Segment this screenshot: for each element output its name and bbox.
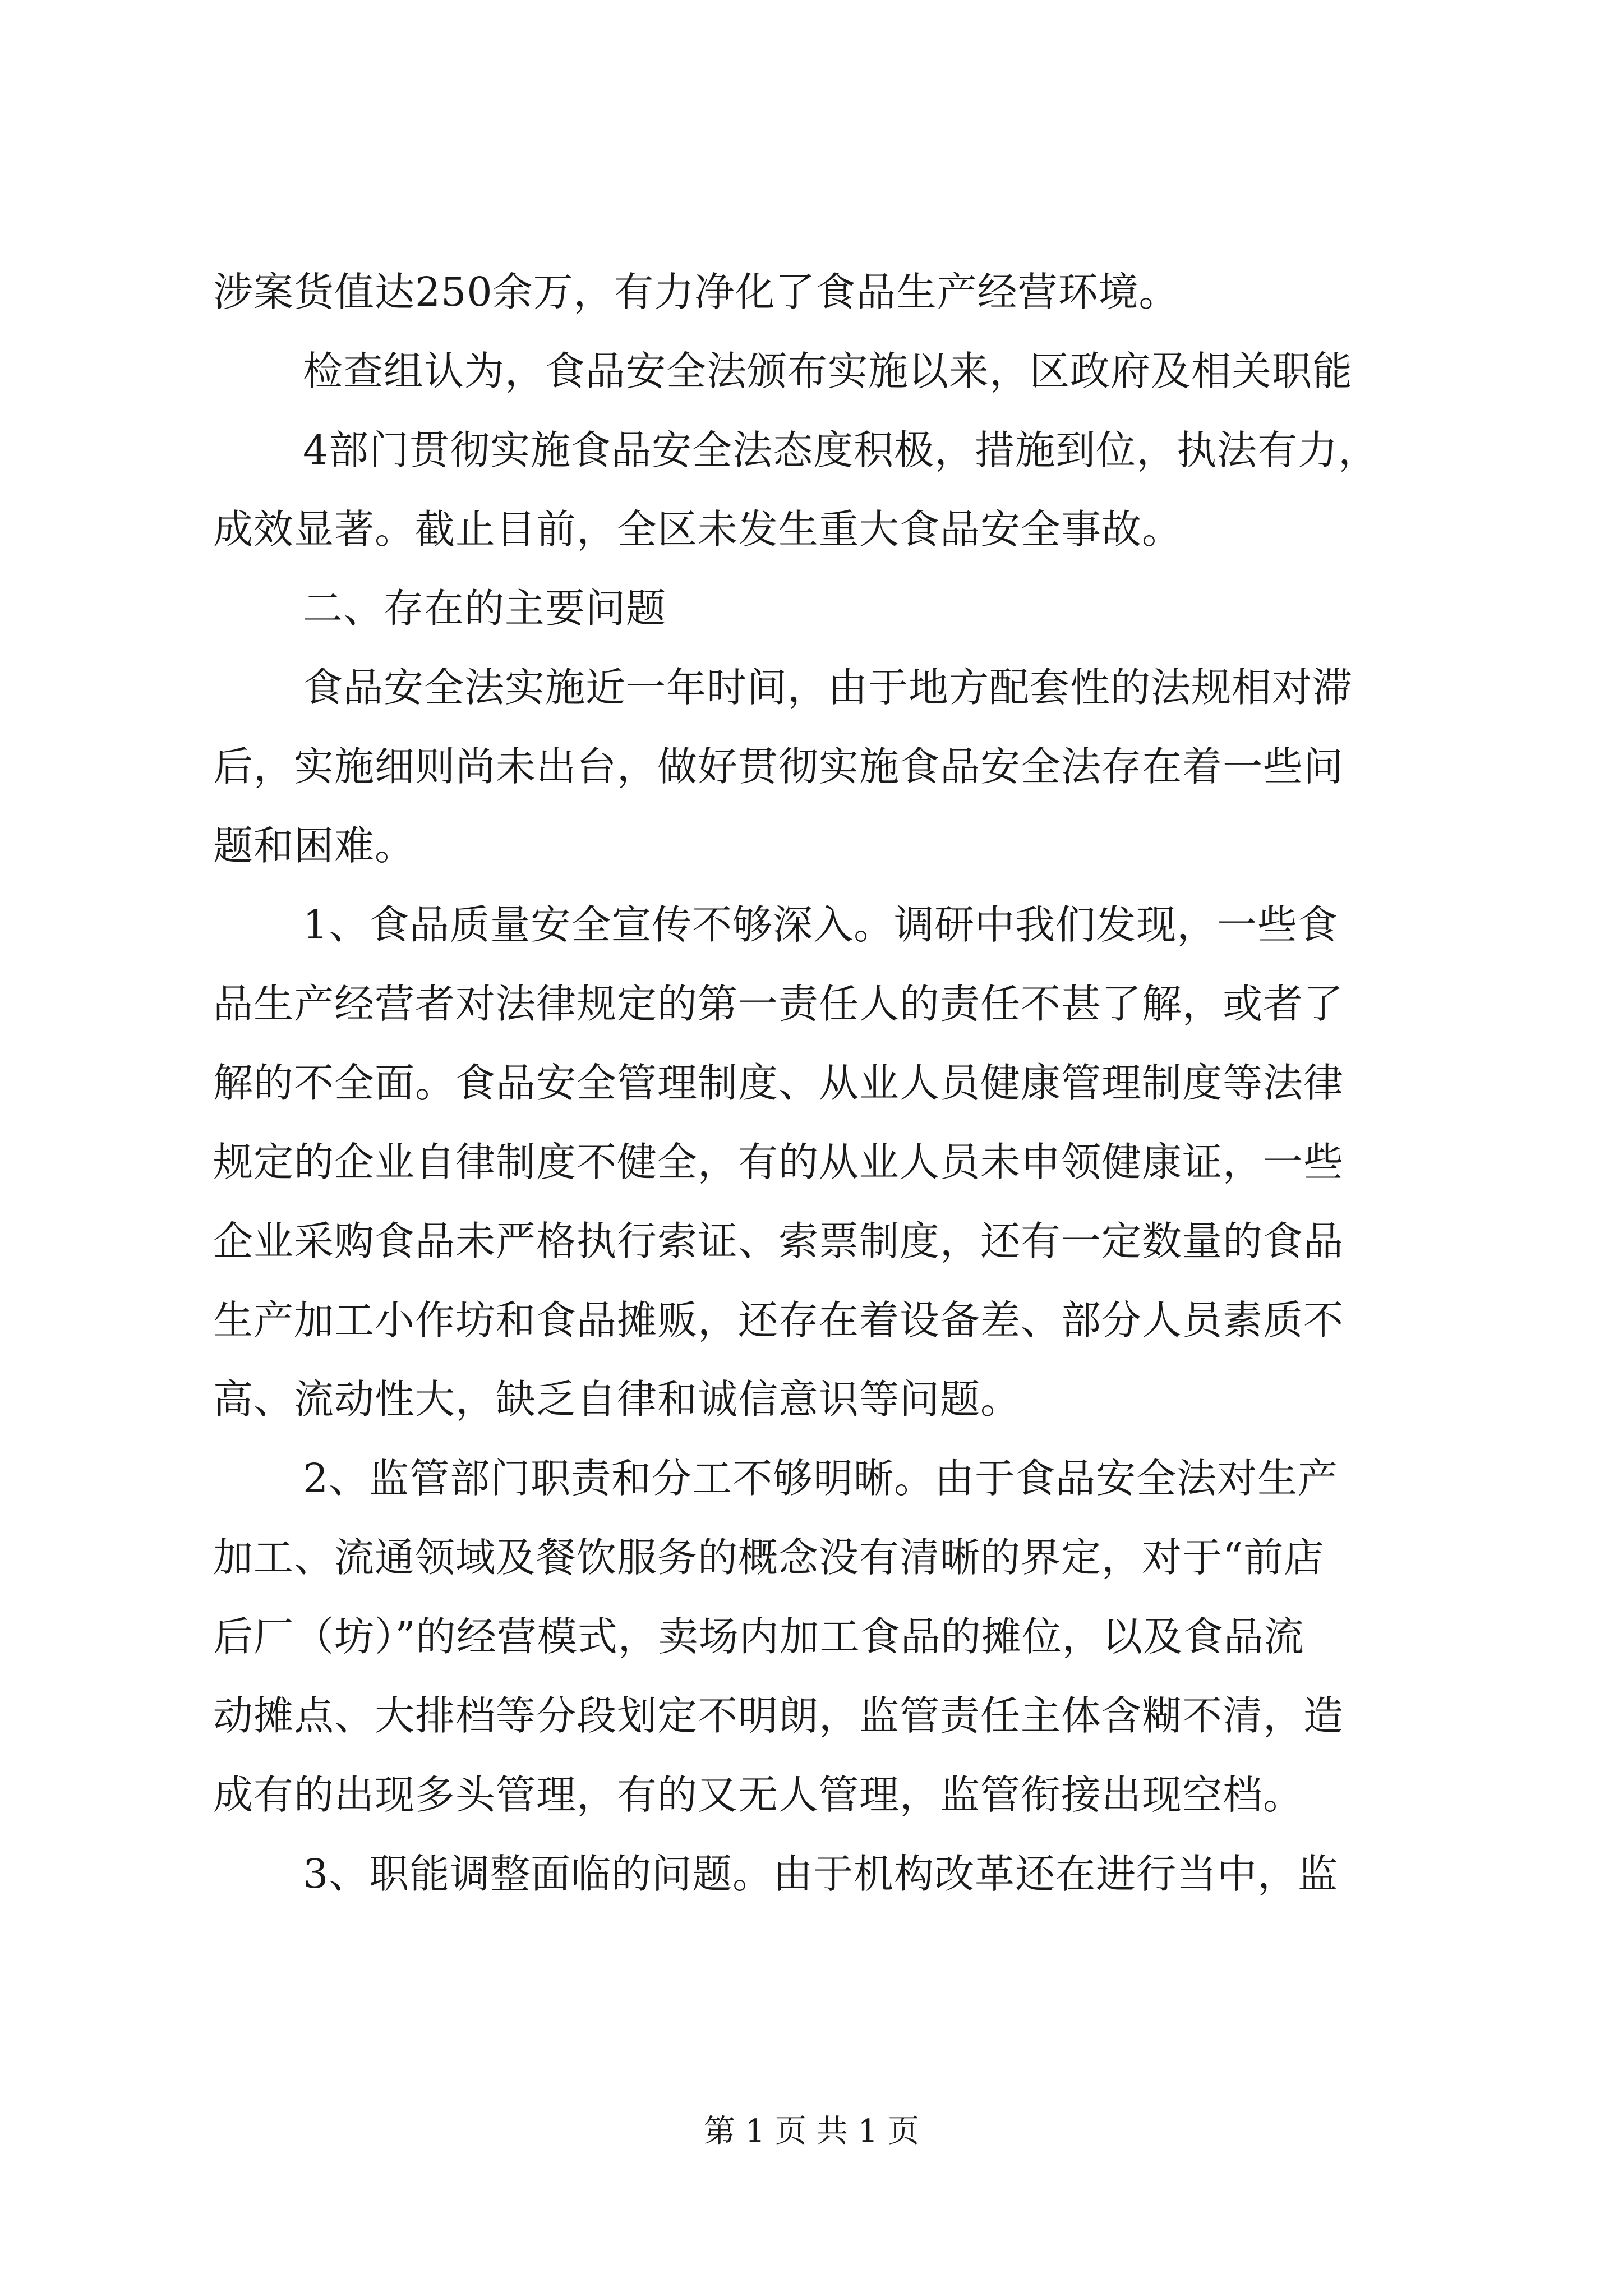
text-line: 后，实施细则尚未出台，做好贯彻实施食品安全法存在着一些问 xyxy=(213,743,1344,790)
text-line: 涉案货值达250余万，有力净化了食品生产经营环境。 xyxy=(213,269,1179,315)
text-line: 题和困难。 xyxy=(213,822,416,869)
text-line: 品生产经营者对法律规定的第一责任人的责任不甚了解，或者了 xyxy=(213,981,1344,1027)
text-line: 4部门贯彻实施食品安全法态度积极，措施到位，执法有力， xyxy=(303,427,1379,473)
text-line: 加工、流通领域及餐饮服务的概念没有清晰的界定，对于“前店 xyxy=(213,1534,1325,1581)
text-line: 成效显著。截止目前，全区未发生重大食品安全事故。 xyxy=(213,506,1183,553)
text-line: 成有的出现多头管理，有的又无人管理，监管衔接出现空档。 xyxy=(213,1772,1304,1818)
text-line: 二、存在的主要问题 xyxy=(303,585,667,632)
text-line: 3、职能调整面临的问题。由于机构改革还在进行当中，监 xyxy=(303,1851,1339,1897)
text-line: 高、流动性大，缺乏自律和诚信意识等问题。 xyxy=(213,1376,1021,1423)
page-footer: 第 1 页 共 1 页 xyxy=(703,2113,920,2150)
text-line: 检查组认为，食品安全法颁布实施以来，区政府及相关职能 xyxy=(303,348,1353,394)
body-text xyxy=(213,252,1430,1913)
text-line: 食品安全法实施近一年时间，由于地方配套性的法规相对滞 xyxy=(303,664,1353,711)
text-line: 动摊点、大排档等分段划定不明朗，监管责任主体含糊不清，造 xyxy=(213,1692,1344,1739)
text-line: 解的不全面。食品安全管理制度、从业人员健康管理制度等法律 xyxy=(213,1060,1344,1106)
text-line: 1、食品质量安全宣传不够深入。调研中我们发现，一些食 xyxy=(303,901,1339,948)
text-line: 2、监管部门职责和分工不够明晰。由于食品安全法对生产 xyxy=(303,1455,1339,1502)
text-line: 企业采购食品未严格执行索证、索票制度，还有一定数量的食品 xyxy=(213,1218,1344,1264)
text-line: 后厂（坊）”的经营模式，卖场内加工食品的摊位，以及食品流 xyxy=(213,1613,1304,1660)
text-line: 生产加工小作坊和食品摊贩，还存在着设备差、部分人员素质不 xyxy=(213,1297,1344,1343)
text-line: 规定的企业自律制度不健全，有的从业人员未申领健康证，一些 xyxy=(213,1139,1344,1185)
